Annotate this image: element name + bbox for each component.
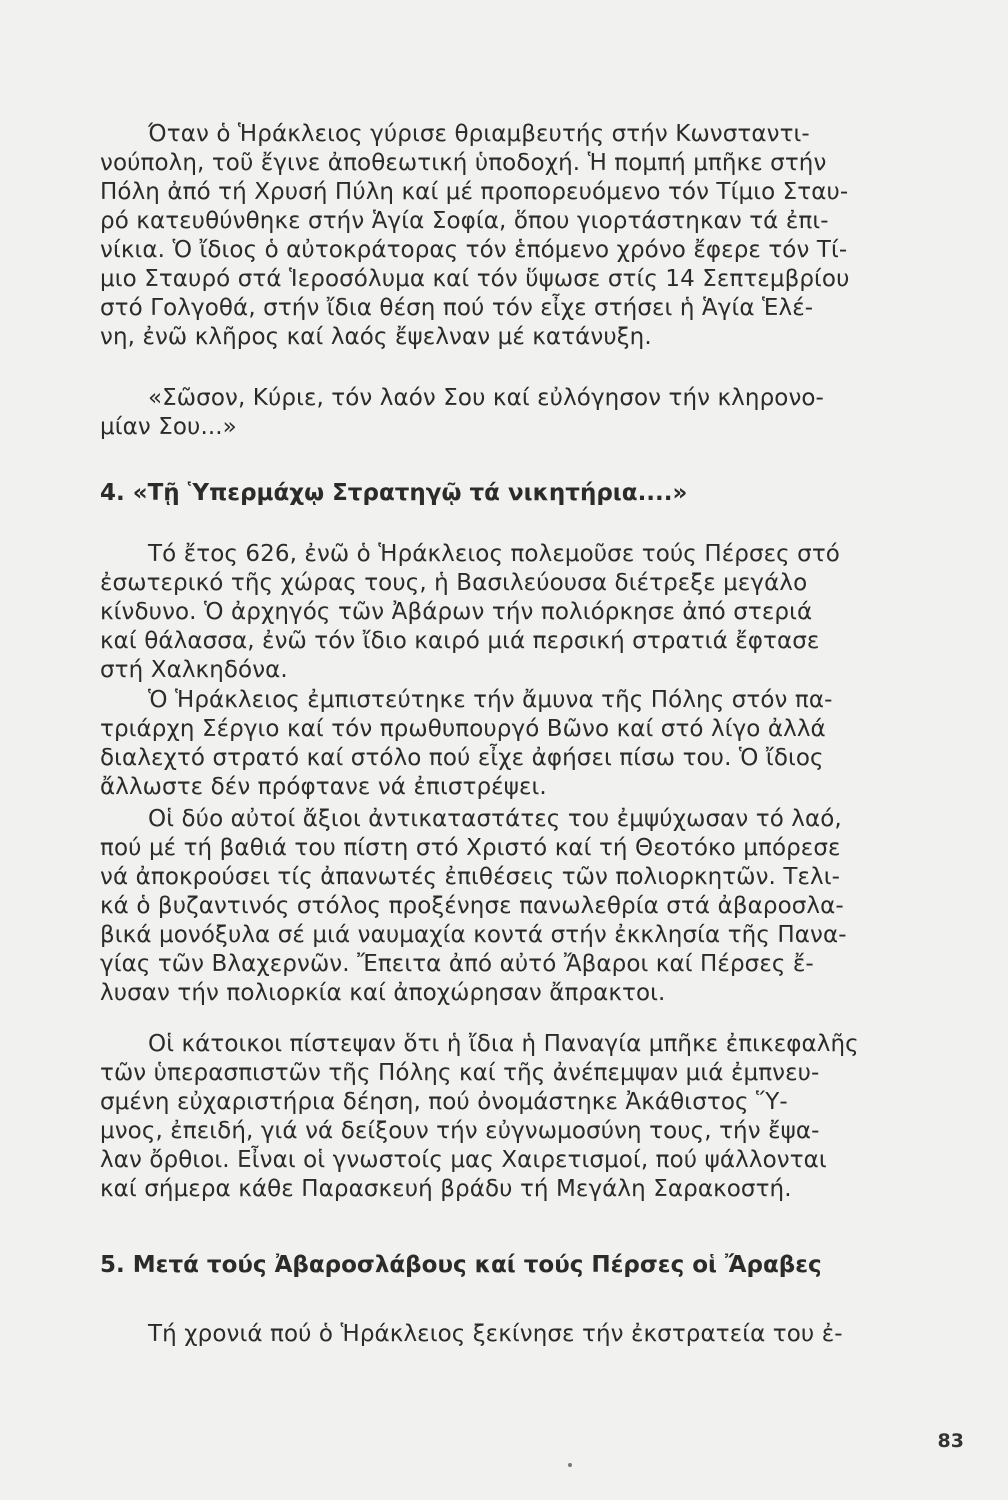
paragraph-line: στό Γολγοθά, στήν ἴδια θέση πού τόν εἶχε στήσει ἡ Ἁγία Ἑλέ-	[100, 295, 814, 321]
paragraph-line: γίας τῶν Βλαχερνῶν. Ἔπειτα ἀπό αὐτό Ἄβαροι καί Πέρσες ἔ-	[100, 951, 814, 977]
paragraph-line: βικά μονόξυλα σέ μιά ναυμαχία κοντά στήν ἐκκλησία τῆς Πανα-	[100, 922, 847, 948]
paper-speck	[568, 1463, 572, 1467]
paragraph-line: καί θάλασσα, ἐνῶ τόν ἴδιο καιρό μιά περσική στρατιά ἔφτασε	[100, 628, 820, 654]
paragraph-line: Τό ἔτος 626, ἐνῶ ὁ Ἡράκλειος πολεμοῦσε τούς Πέρσες στό	[148, 541, 840, 567]
paragraph-line: νά ἀποκρούσει τίς ἀπανωτές ἐπιθέσεις τῶν πολιορκητῶν. Τελι-	[100, 864, 841, 890]
paragraph-line: κίνδυνο. Ὁ ἀρχηγός τῶν Ἀβάρων τήν πολιόρκησε ἀπό στεριά	[100, 599, 813, 625]
paragraph-line: μιο Σταυρό στά Ἱεροσόλυμα καί τόν ὕψωσε στίς 14 Σεπτεμβρίου	[100, 266, 850, 292]
paragraph-line: τῶν ὑπερασπιστῶν τῆς Πόλης καί τῆς ἀνέπεμψαν μιά ἐμπνευ-	[100, 1060, 820, 1086]
paragraph-line: διαλεχτό στρατό καί στόλο πού εἶχε ἀφήσει πίσω του. Ὁ ἴδιος	[100, 745, 824, 771]
paragraph-line: Πόλη ἀπό τή Χρυσή Πύλη καί μέ προπορευόμενο τόν Τίμιο Σταυ-	[100, 179, 849, 205]
paragraph-line: Όταν ὁ Ἡράκλειος γύρισε θριαμβευτής στήν Κωνσταντι-	[148, 121, 810, 147]
paragraph-line: στή Χαλκηδόνα.	[100, 657, 288, 683]
paragraph-line: καί σήμερα κάθε Παρασκευή βράδυ τή Μεγάλη Σαρακοστή.	[100, 1176, 792, 1202]
paragraph-line: κά ὁ βυζαντινός στόλος προξένησε πανωλεθρία στά ἀβαροσλα-	[100, 893, 844, 919]
paragraph-line: Οἱ δύο αὐτοί ἄξιοι ἀντικαταστάτες του ἐμψύχωσαν τό λαό,	[148, 806, 842, 832]
paragraph-line: νίκια. Ὁ ἴδιος ὁ αὐτοκράτορας τόν ἑπόμενο χρόνο ἔφερε τόν Τί-	[100, 237, 848, 263]
paragraph-line: τριάρχη Σέργιο καί τόν πρωθυπουργό Βῶνο καί στό λίγο ἀλλά	[100, 716, 826, 742]
paragraph-line: μνος, ἐπειδή, γιά νά δείξουν τήν εὐγνωμοσύνη τους, τήν ἔψα-	[100, 1118, 820, 1144]
page-number: 83	[937, 1430, 964, 1452]
paragraph-line: ἄλλωστε δέν πρόφτανε νά ἐπιστρέψει.	[100, 774, 547, 800]
paragraph-line: σμένη εὐχαριστήρια δέηση, πού ὀνομάστηκε Ἀκάθιστος Ὕ-	[100, 1089, 788, 1115]
paragraph-line: πού μέ τή βαθιά του πίστη στό Χριστό καί τή Θεοτόκο μπόρεσε	[100, 835, 841, 861]
paragraph-line: Οἱ κάτοικοι πίστεψαν ὅτι ἡ ἴδια ἡ Παναγία μπῆκε ἐπικεφαλῆς	[148, 1031, 859, 1057]
paragraph-line: Ὁ Ἡράκλειος ἐμπιστεύτηκε τήν ἄμυνα τῆς Πόλης στόν πα-	[148, 687, 833, 713]
paragraph-line: νη, ἐνῶ κλῆρος καί λαός ἔψελναν μέ κατάνυξη.	[100, 324, 652, 350]
paragraph-line: λυσαν τήν πολιορκία καί ἀποχώρησαν ἄπρακτοι.	[100, 980, 666, 1006]
section-heading-5: 5. Μετά τούς Ἀβαροσλάβους καί τούς Πέρσες οἱ Ἄραβες	[100, 1252, 822, 1278]
paragraph-line: ἐσωτερικό τῆς χώρας τους, ἡ Βασιλεύουσα διέτρεξε μεγάλο	[100, 570, 808, 596]
quote-line: μίαν Σου...»	[100, 414, 237, 440]
paragraph-line: ρό κατευθύνθηκε στήν Ἁγία Σοφία, ὅπου γιορτάστηκαν τά ἐπι-	[100, 208, 829, 234]
section-heading-4: 4. «Τῇ Ὑπερμάχῳ Στρατηγῷ τά νικητήρια....»	[100, 480, 688, 506]
paragraph-line: νούπολη, τοῦ ἔγινε ἀποθεωτική ὑποδοχή. Ἡ πομπή μπῆκε στήν	[100, 150, 827, 176]
quote-line: «Σῶσον, Κύριε, τόν λαόν Σου καί εὐλόγησον τήν κληρονο-	[148, 385, 824, 411]
paragraph-line: λαν ὄρθιοι. Εἶναι οἱ γνωστοίς μας Χαιρετισμοί, πού ψάλλονται	[100, 1147, 827, 1173]
paragraph-line: Τή χρονιά πού ὁ Ἡράκλειος ξεκίνησε τήν ἐκστρατεία του ἐ-	[148, 1321, 843, 1347]
